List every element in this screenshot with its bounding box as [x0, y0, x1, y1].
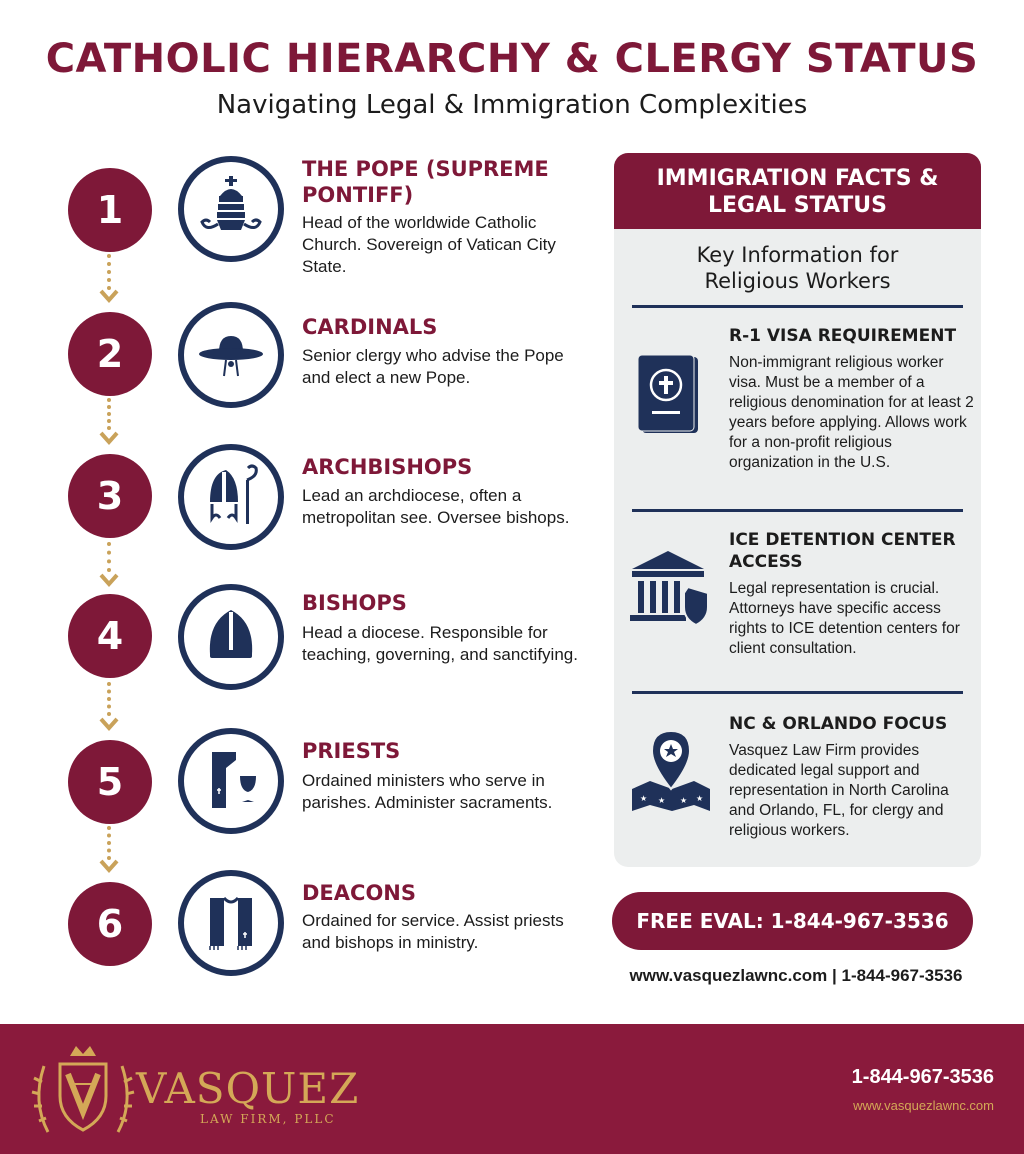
step-number: 3 [68, 454, 152, 538]
mitre-crozier-icon [178, 444, 284, 550]
brand-name: VASQUEZ [136, 1064, 360, 1113]
fact-title: NC & ORLANDO FOCUS [729, 714, 948, 734]
tier-title: THE POPE (SUPREME PONTIFF) [302, 157, 549, 207]
fact-text: Non-immigrant religious worker visa. Must be a member of a religious denomination for at least 2 years before applying. Allows work for a non-profit religious organization in the U.S. [729, 354, 974, 471]
contact-line: www.vasquezlawnc.com | 1-844-967-3536 [629, 966, 963, 985]
chevron-down-icon [98, 716, 120, 732]
svg-text:★: ★ [658, 796, 666, 805]
tier-title: CARDINALS [302, 315, 438, 339]
connector-line [107, 542, 113, 572]
step-number: 1 [68, 168, 152, 252]
hierarchy-item-cardinals [0, 300, 600, 420]
deacon-stole-icon [178, 870, 284, 976]
footer-phone[interactable]: 1-844-967-3536 [851, 1066, 994, 1088]
tier-title: BISHOPS [302, 591, 407, 615]
passport-icon [628, 349, 714, 435]
hierarchy-item-archbishops [0, 440, 600, 560]
tier-title: PRIESTS [302, 739, 401, 763]
step-number: 4 [68, 594, 152, 678]
tier-description: Head of the worldwide Catholic Church. Sovereign of Vatican City State. [302, 213, 556, 276]
chevron-down-icon [98, 288, 120, 304]
hierarchy-item-priests [0, 728, 600, 848]
brand-subtitle: LAW FIRM, PLLC [200, 1112, 336, 1126]
footer [0, 1024, 1024, 1154]
page-subtitle: Navigating Legal & Immigration Complexities [216, 90, 808, 120]
page-title: CATHOLIC HIERARCHY & CLERGY STATUS [45, 36, 979, 82]
fact-title: ICE DETENTION CENTER ACCESS [729, 530, 956, 572]
fact-text: Vasquez Law Firm provides dedicated legal support and representation in North Carolina and Orlando, FL, for clergy and religious workers. [729, 742, 949, 839]
divider [632, 305, 963, 308]
panel-subtitle: Key Information for Religious Workers [696, 243, 899, 293]
tier-description: Senior clergy who advise the Pope and elect a new Pope. [302, 346, 564, 387]
courthouse-shield-icon [628, 545, 714, 631]
panel-title: IMMIGRATION FACTS & LEGAL STATUS [614, 153, 981, 229]
step-number: 2 [68, 312, 152, 396]
hierarchy-item-pope [0, 152, 600, 276]
tier-description: Ordained ministers who serve in parishes. Administer sacraments. [302, 771, 553, 812]
mitre-icon [178, 584, 284, 690]
map-pin-icon [628, 727, 714, 813]
divider [632, 691, 963, 694]
svg-text:★: ★ [680, 796, 688, 805]
tier-description: Ordained for service. Assist priests and bishops in ministry. [302, 911, 564, 952]
fact-title: R-1 VISA REQUIREMENT [729, 326, 957, 346]
connector-line [107, 254, 113, 290]
tier-title: DEACONS [302, 881, 416, 905]
immigration-facts-panel [614, 153, 981, 867]
tier-description: Lead an archdiocese, often a metropolitan see. Oversee bishops. [302, 486, 570, 527]
papal-tiara-icon [178, 156, 284, 262]
fact-text: Legal representation is crucial. Attorneys have specific access rights to ICE detention centers for client consultation. [729, 580, 960, 657]
svg-text:★: ★ [640, 794, 648, 803]
tier-title: ARCHBISHOPS [302, 455, 473, 479]
footer-website-link[interactable]: www.vasquezlawnc.com [853, 1098, 994, 1113]
stole-chalice-icon [178, 728, 284, 834]
hierarchy-item-deacons [0, 868, 600, 988]
step-number: 5 [68, 740, 152, 824]
tier-description: Head a diocese. Responsible for teaching, governing, and sanctifying. [302, 623, 578, 664]
free-eval-button[interactable]: FREE EVAL: 1-844-967-3536 [612, 892, 973, 950]
hierarchy-item-bishops [0, 580, 600, 700]
chevron-down-icon [98, 430, 120, 446]
cardinal-hat-icon [178, 302, 284, 408]
law-firm-crest-logo [28, 1042, 138, 1142]
svg-text:★: ★ [696, 794, 704, 803]
divider [632, 509, 963, 512]
connector-line [107, 826, 113, 860]
chevron-down-icon [98, 858, 120, 874]
connector-line [107, 682, 113, 716]
step-number: 6 [68, 882, 152, 966]
chevron-down-icon [98, 572, 120, 588]
connector-line [107, 398, 113, 430]
